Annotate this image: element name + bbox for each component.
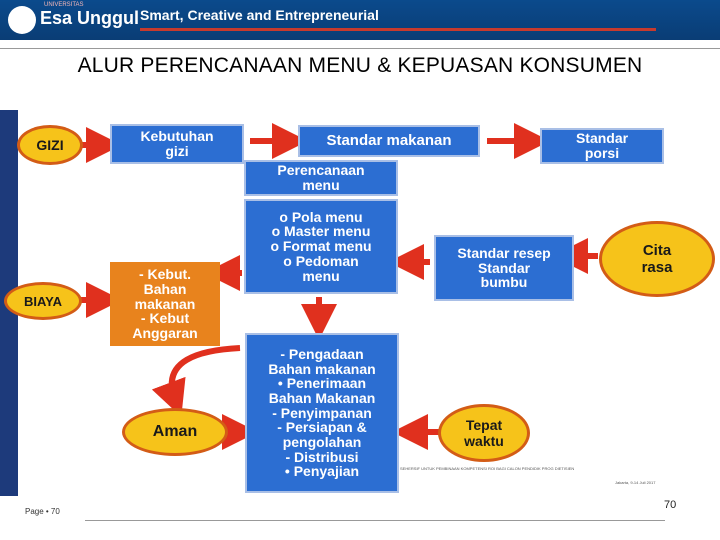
page-label: Page • 70 xyxy=(25,507,60,516)
menu-list-box: o Pola menu o Master menu o Format menu o Pedoman menu xyxy=(244,199,398,294)
perencanaan-menu-box: Perencanaan menu xyxy=(244,160,398,196)
gizi-oval: GIZI xyxy=(17,125,83,165)
standar-resep-box: Standar resep Standar bumbu xyxy=(434,235,574,301)
slide-footer xyxy=(0,498,720,540)
standar-porsi-box: Standar porsi xyxy=(540,128,664,164)
arrow-proses-aman xyxy=(172,348,240,400)
standar-makanan-box: Standar makanan xyxy=(298,125,480,157)
cita-rasa-oval: Cita rasa xyxy=(599,221,715,297)
slide-title: ALUR PERENCANAAN MENU & KEPUASAN KONSUMEN xyxy=(77,54,643,77)
footer-date: Jakarta, 9-14 Juli 2017 xyxy=(615,480,656,485)
proses-list-box: - Pengadaan Bahan makanan • Penerimaan Bahan Makanan - Penyimpanan - Persiapan & pengolahan - Distribusi • Penyajian xyxy=(245,333,399,493)
logo-subtext: UNIVERSITAS xyxy=(44,2,84,8)
footer-rule xyxy=(85,520,665,521)
kebutuhan-biaya-box: - Kebut. Bahan makanan - Kebut Anggaran xyxy=(110,262,220,346)
logo-text: Esa Unggul xyxy=(40,8,140,28)
kebutuhan-gizi-box: Kebutuhan gizi xyxy=(110,124,244,164)
tagline: Smart, Creative and Entrepreneurial xyxy=(140,7,379,23)
biaya-oval: BIAYA xyxy=(4,282,82,320)
aman-oval: Aman xyxy=(122,408,228,456)
page-number: 70 xyxy=(664,499,677,511)
footer-note: SEHERSIF UNTUK PEMBINAAN KOMPETENSI ROI BAGI CALON PENDIDIK PROG DIETISIEN xyxy=(400,466,575,471)
tepat-waktu-oval: Tepat waktu xyxy=(438,404,530,462)
